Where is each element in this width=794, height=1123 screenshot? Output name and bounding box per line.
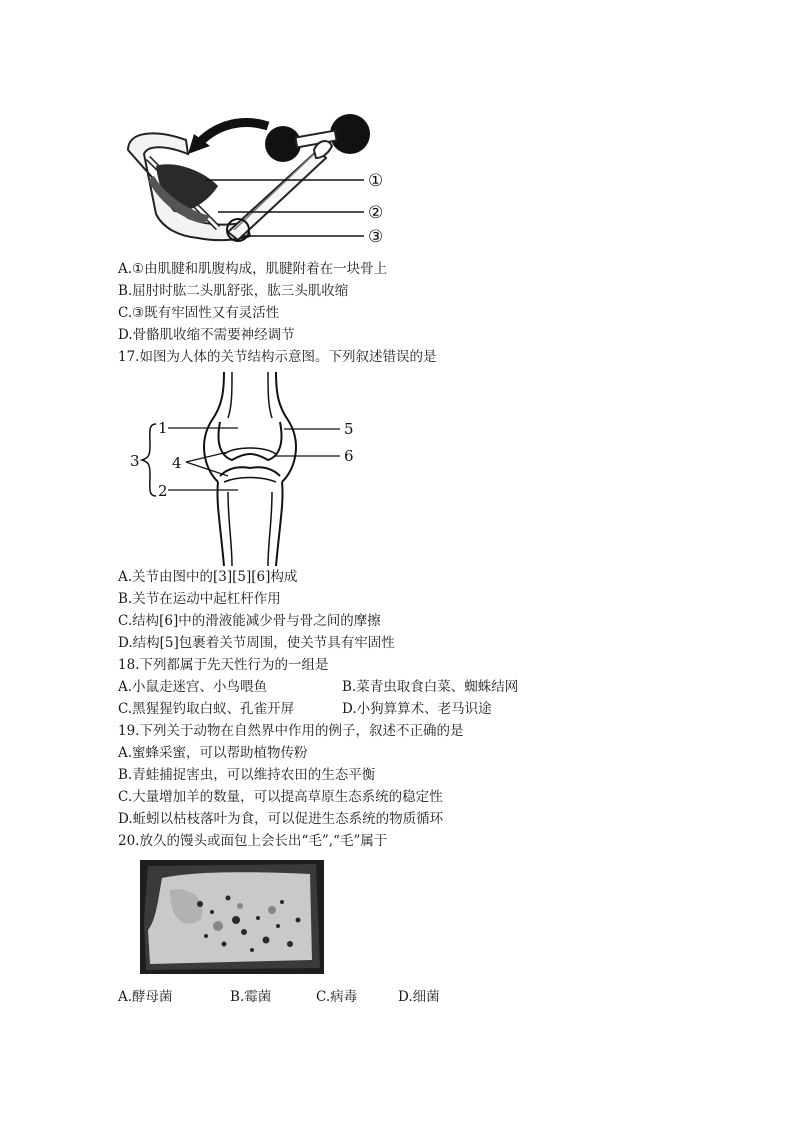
joint-label-4: 4 — [172, 454, 182, 472]
q20-option-b: B.霉菌 — [230, 989, 272, 1005]
q18-option-a: A.小鼠走迷宫、小鸟喂鱼 — [118, 679, 268, 695]
moldy-bread-photo — [140, 860, 324, 974]
joint-label-3: 3 — [130, 452, 140, 470]
joint-label-5: 5 — [344, 420, 354, 438]
arm-muscle-figure — [118, 110, 408, 250]
q18-option-c: C.黑猩猩钓取白蚁、孔雀开屏 — [118, 701, 295, 717]
q18-option-b: B.菜青虫取食白菜、蜘蛛结网 — [342, 679, 519, 695]
q17-option-d: D.结构[5]包裹着关节周围，使关节具有牢固性 — [118, 635, 395, 651]
q19-option-a: A.蜜蜂采蜜，可以帮助植物传粉 — [118, 745, 308, 761]
figure-label-3: ③ — [368, 227, 384, 247]
joint-label-1: 1 — [158, 419, 168, 437]
q20-option-d: D.细菌 — [398, 989, 440, 1005]
q17-option-a: A.关节由图中的[3][5][6]构成 — [118, 569, 298, 585]
q17-stem: 17.如图为人体的关节结构示意图。下列叙述错误的是 — [118, 349, 437, 365]
q16-option-a: A.①由肌腱和肌腹构成，肌腱附着在一块骨上 — [118, 261, 388, 277]
joint-structure-figure — [128, 372, 368, 566]
q16-option-c: C.③既有牢固性又有灵活性 — [118, 305, 280, 321]
q20-option-a: A.酵母菌 — [118, 989, 173, 1005]
q18-stem: 18.下列都属于先天性行为的一组是 — [118, 657, 329, 673]
q19-stem: 19.下列关于动物在自然界中作用的例子，叙述不正确的是 — [118, 723, 464, 739]
joint-label-6: 6 — [344, 447, 354, 465]
q19-option-b: B.青蛙捕捉害虫，可以维持农田的生态平衡 — [118, 767, 376, 783]
q19-option-d: D.蚯蚓以枯枝落叶为食，可以促进生态系统的物质循环 — [118, 811, 444, 827]
q19-option-c: C.大量增加羊的数量，可以提高草原生态系统的稳定性 — [118, 789, 443, 805]
q20-option-c: C.病毒 — [316, 989, 358, 1005]
q16-option-b: B.屈肘时肱二头肌舒张，肱三头肌收缩 — [118, 283, 349, 299]
q17-option-b: B.关节在运动中起杠杆作用 — [118, 591, 281, 607]
q17-option-c: C.结构[6]中的滑液能减少骨与骨之间的摩擦 — [118, 613, 381, 629]
q18-option-d: D.小狗算算术、老马识途 — [342, 701, 492, 717]
q20-stem: 20.放久的馒头或面包上会长出“毛”,“毛”属于 — [118, 833, 388, 849]
figure-label-2: ② — [368, 203, 384, 223]
figure-label-1: ① — [368, 171, 384, 191]
joint-label-2: 2 — [158, 482, 168, 500]
q16-option-d: D.骨骼肌收缩不需要神经调节 — [118, 327, 295, 343]
